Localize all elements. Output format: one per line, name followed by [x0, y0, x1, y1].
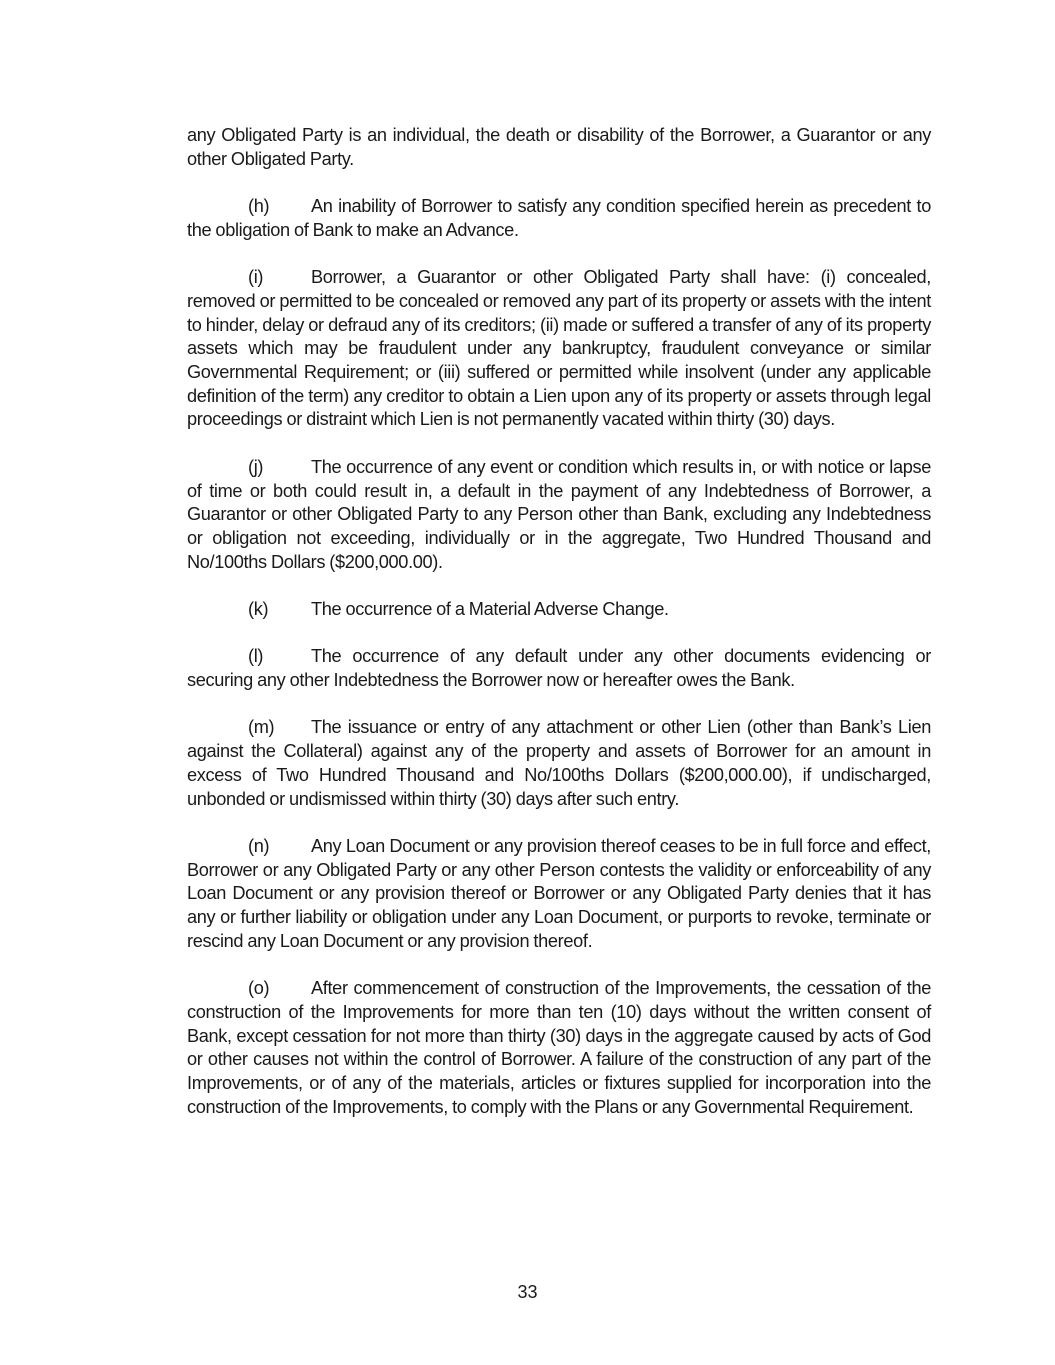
clause-text: The occurrence of a Material Adverse Change. — [311, 599, 669, 619]
clause-m — [187, 716, 931, 811]
clause-text: Borrower, a Guarantor or other Obligated Party shall have: (i) concealed, removed or permitted to be concealed or removed any part of its property or assets with the intent to hinder, delay or defraud any of its creditors; (ii) made or suffered a transfer of any of its property assets which may be fraudulent under any bankruptcy, fraudulent conveyance or similar Governmental Requirement; or (iii) suffered or permitted while insolvent (under any applicable definition of the term) any creditor to obtain a Lien upon any of its property or assets through legal proceedings or distraint which Lien is not permanently vacated within thirty (30) days. — [187, 267, 931, 430]
clause-text: After commencement of construction of the Improvements, the cessation of the construction of the Improvements for more than ten (10) days without the written consent of Bank, except cessation for not more than thirty (30) days in the aggregate caused by acts of God or other causes not within the control of Borrower. A failure of the construction of any part of the Improvements, or of any of the materials, articles or fixtures supplied for incorporation into the construction of the Improvements, to comply with the Plans or any Governmental Requirement. — [187, 978, 931, 1117]
clause-text: The occurrence of any default under any other documents evidencing or securing any other Indebtedness the Borrower now or hereafter owes the Bank. — [187, 646, 931, 691]
clause-h — [187, 195, 931, 242]
clause-text: An inability of Borrower to satisfy any condition specified herein as precedent to the obligation of Bank to make an Advance. — [187, 196, 931, 240]
clause-i — [187, 266, 931, 432]
clause-k — [187, 598, 931, 622]
clause-label: (l) — [248, 646, 264, 667]
clause-l — [187, 645, 931, 692]
clause-text: Any Loan Document or any provision thereof ceases to be in full force and effect, Borrower or any Obligated Party or any other Person contests the validity or enforceability of any Loan Document or any provision thereof or Borrower or any Obligated Party denies that it has any or further liability or obligation under any Loan Document, or purports to revoke, terminate or rescind any Loan Document or any provision thereof. — [187, 835, 931, 951]
clause-j — [187, 456, 931, 575]
clause-text: The occurrence of any event or condition which results in, or with notice or lapse of time or both could result in, a default in the payment of any Indebtedness of Borrower, a Guarantor or other Obligated Party to any Person other than Bank, excluding any Indebtedness or obligation not exceeding, individually or in the aggregate, Two Hundred Thousand and No/100ths Dollars ($200,000.00). — [187, 456, 931, 572]
clause-label: (i) — [248, 267, 264, 288]
page-number: 33 — [517, 1282, 538, 1302]
clause-label: (h) — [248, 196, 270, 217]
clause-label: (m) — [248, 717, 275, 738]
clause-label: (o) — [248, 978, 270, 999]
document-body — [187, 124, 931, 1143]
clause-text: The issuance or entry of any attachment or other Lien (other than Bank’s Lien against the Collateral) against any of the property and assets of Borrower for an amount in excess of Two Hundred Thousand and No/100ths Dollars ($200,000.00), if undischarged, unbonded or undismissed within thirty (30) days after such entry. — [187, 717, 931, 809]
clause-label: (k) — [248, 599, 269, 619]
clause-n — [187, 835, 931, 954]
clause-label: (n) — [248, 835, 270, 856]
clause-o — [187, 977, 931, 1119]
clause-label: (j) — [248, 456, 264, 477]
continuation-paragraph: any Obligated Party is an individual, the death or disability of the Borrower, a Guarantor or any other Obligated Party. — [187, 125, 931, 169]
